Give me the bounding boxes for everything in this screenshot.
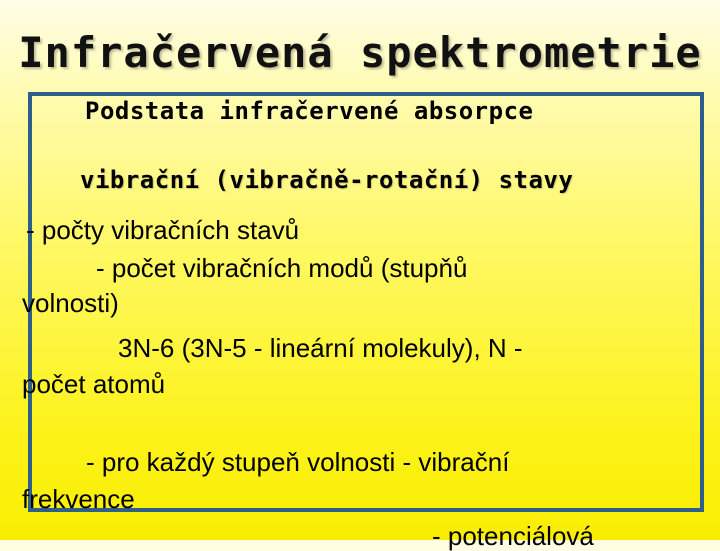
bullet-line-7: frekvence — [22, 484, 135, 514]
bullet-line-6: - pro každý stupeň volnosti - vibrační — [86, 447, 510, 477]
bullet-line-4: 3N-6 (3N-5 - lineární molekuly), N - — [118, 333, 523, 363]
bullet-line-3: volnosti) — [22, 288, 119, 318]
bullet-line-2: - počet vibračních modů (stupňů — [96, 253, 468, 283]
bullet-line-8: - potenciálová — [432, 521, 594, 551]
bullet-line-1: - počty vibračních stavů — [26, 215, 300, 245]
slide-subtitle: Podstata infračervené absorpce — [85, 97, 534, 125]
bullet-line-5: počet atomů — [22, 369, 166, 399]
section-heading: vibrační (vibračně-rotační) stavy — [80, 166, 574, 194]
slide-title: Infračervená spektrometrie — [18, 28, 702, 77]
